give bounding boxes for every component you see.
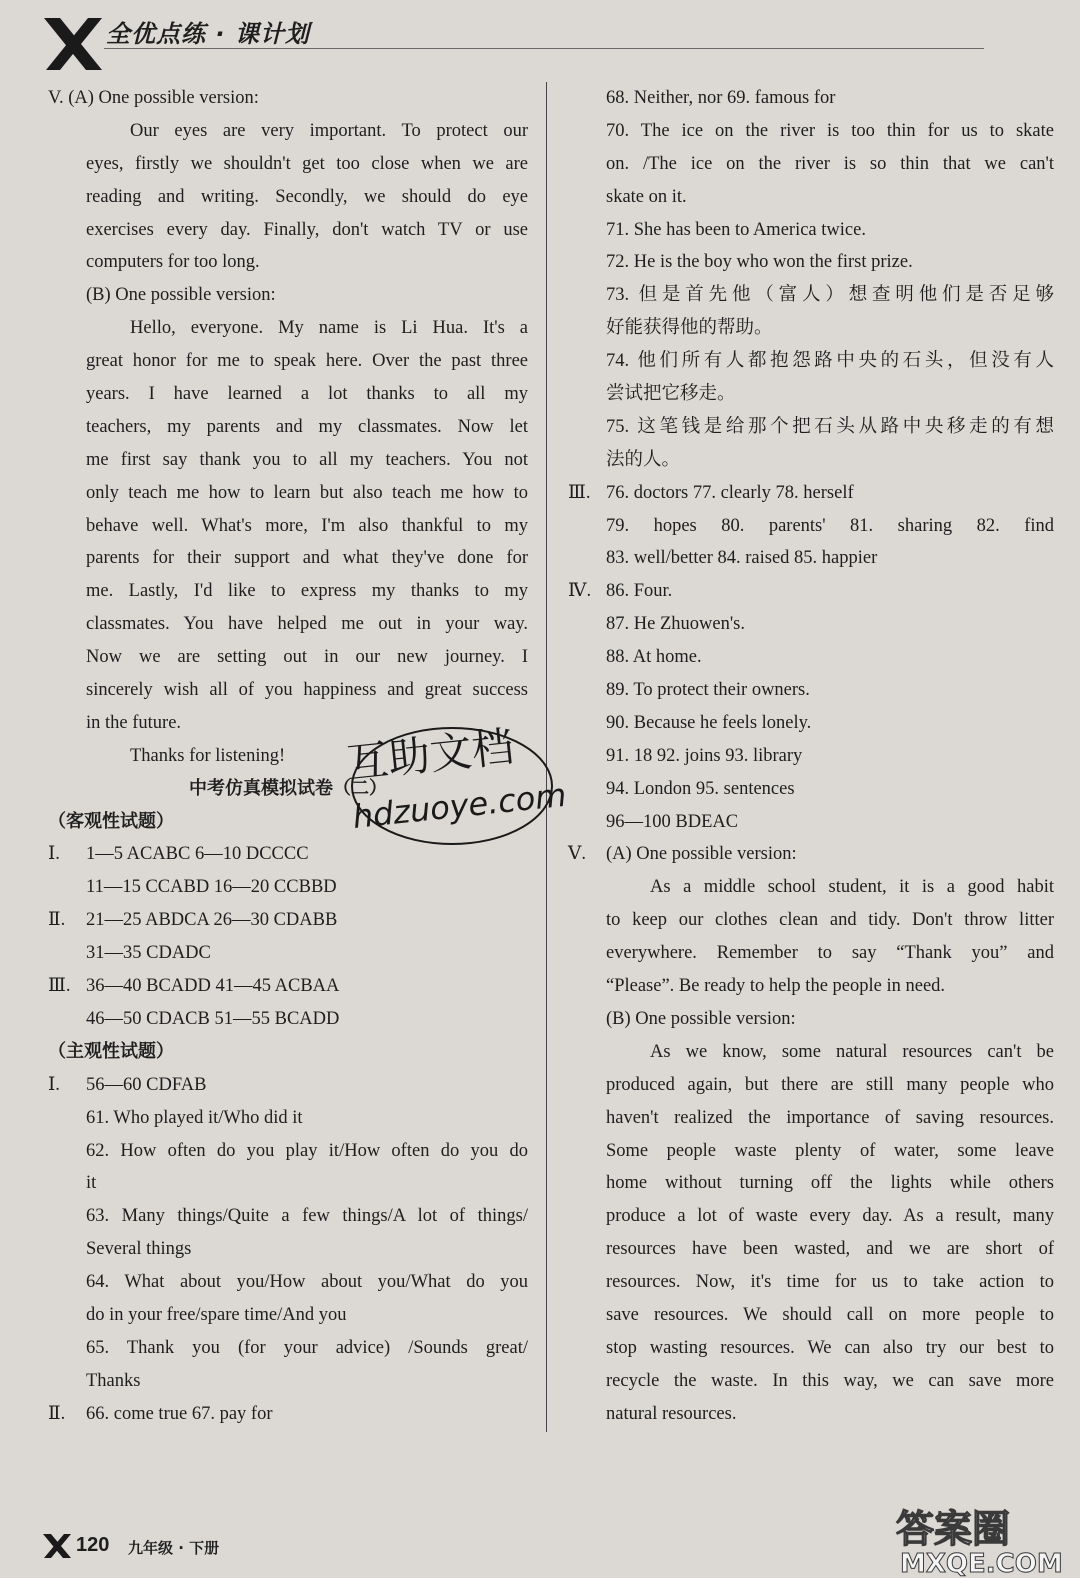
text-line: home without turning off the lights while others — [606, 1173, 1054, 1194]
header-rule — [104, 48, 984, 49]
text-line: sincerely wish all of you happiness and great success — [86, 680, 528, 701]
answer-line: 尝试把它移走。 — [606, 384, 736, 405]
text-line: computers for too long. — [86, 252, 260, 273]
text-line: As we know, some natural resources can't be — [650, 1041, 1054, 1062]
answer-line: do in your free/spare time/And you — [86, 1304, 347, 1325]
svg-text:答案圈: 答案圈 — [896, 1507, 1011, 1551]
answer-line: 法的人。 — [606, 449, 681, 470]
roman-numeral: Ⅲ. — [48, 976, 71, 997]
answer-line: 1—5 ACABC 6—10 DCCCC — [86, 844, 309, 865]
text-line: years. I have learned a lot thanks to all my — [86, 384, 528, 405]
svg-text:互助文档: 互助文档 — [343, 721, 517, 788]
text-line: reading and writing. Secondly, we should do eye — [86, 186, 528, 207]
text-line: only teach me how to learn but also teach me how to — [86, 482, 528, 503]
text-line: save resources. We should call on more people to — [606, 1304, 1054, 1325]
exam-title: 中考仿真模拟试卷（二） — [189, 777, 387, 799]
answer-line: 73. 但是首先他（富人）想查明他们是否足够 — [606, 285, 1054, 306]
text-line: As a middle school student, it is a good habit — [650, 877, 1054, 898]
text-line: everywhere. Remember to say “Thank you” and — [606, 943, 1054, 964]
answer-line: 83. well/better 84. raised 85. happier — [606, 548, 878, 569]
version-heading: (A) One possible version: — [606, 844, 797, 865]
roman-numeral: Ⅴ. — [568, 844, 586, 865]
answer-line: 88. At home. — [606, 647, 702, 668]
roman-numeral: Ⅰ. — [48, 844, 60, 865]
text-line: eyes, firstly we shouldn't get too close when we are — [86, 153, 528, 174]
text-line: me. Lastly, I'd like to express my thanks to my — [86, 581, 528, 602]
mxqe-watermark-icon — [890, 1500, 1080, 1578]
answer-line: 21—25 ABDCA 26—30 CDABB — [86, 910, 338, 931]
right-column — [568, 82, 1054, 1431]
text-line: me first say thank you to all my teachers. You not — [86, 449, 528, 470]
text-line: classmates. You have helped me out in your way. — [86, 614, 528, 635]
roman-numeral: Ⅱ. — [48, 1403, 66, 1424]
answer-line: 65. Thank you (for your advice) /Sounds great/ — [86, 1337, 528, 1358]
answer-line: Thanks — [86, 1370, 141, 1391]
answer-line: 63. Many things/Quite a few things/A lot of things/ — [86, 1206, 528, 1227]
brand-x-logo-icon — [42, 12, 104, 74]
answer-line: Several things — [86, 1239, 192, 1260]
svg-text:hdzuoye.com: hdzuoye.com — [350, 775, 569, 836]
answer-line: 好能获得他的帮助。 — [606, 318, 773, 339]
answer-line: 94. London 95. sentences — [606, 778, 795, 799]
text-line: produced again, but there are still many people who — [606, 1074, 1054, 1095]
answer-line: skate on it. — [606, 186, 687, 207]
section-subjective: （主观性试题） — [48, 1040, 174, 1062]
section-v-heading: V. (A) One possible version: — [48, 88, 259, 108]
answer-line: 89. To protect their owners. — [606, 680, 810, 701]
answer-line: 56—60 CDFAB — [86, 1074, 207, 1095]
answer-line: it — [86, 1173, 97, 1194]
text-line: stop wasting resources. We can also try our best to — [606, 1337, 1054, 1358]
handwritten-watermark-icon — [340, 720, 590, 850]
answer-line: 36—40 BCADD 41—45 ACBAA — [86, 976, 340, 997]
text-line: Some people waste plenty of water, some leave — [606, 1140, 1054, 1161]
text-line: in the future. — [86, 712, 182, 733]
version-heading: (B) One possible version: — [86, 285, 276, 306]
text-line: “Please”. Be ready to help the people in need. — [606, 976, 946, 997]
answer-line: 66. come true 67. pay for — [86, 1403, 273, 1424]
answer-line: 64. What about you/How about you/What do you — [86, 1272, 528, 1293]
header-title: 全优点练 · 课计划 — [106, 20, 310, 48]
text-line: great honor for me to speak here. Over the past three — [86, 351, 528, 372]
answer-line: 87. He Zhuowen's. — [606, 614, 745, 635]
page-number: 120 — [76, 1534, 110, 1556]
answer-line: 90. Because he feels lonely. — [606, 712, 812, 733]
text-line: teachers, my parents and my classmates. Now let — [86, 416, 528, 437]
answer-line: 72. He is the boy who won the first prize. — [606, 252, 913, 273]
grade-label: 九年级 · 下册 — [128, 1539, 220, 1557]
text-line: Now we are setting out in our new journey. I — [86, 647, 528, 668]
answer-line: 96—100 BDEAC — [606, 811, 739, 832]
text-line: resources. Now, it's time for us to take action to — [606, 1272, 1054, 1293]
answer-line: 74. 他们所有人都抱怨路中央的石头，但没有人 — [606, 351, 1054, 372]
text-line: recycle the waste. In this way, we can save more — [606, 1370, 1054, 1391]
answer-line: 76. doctors 77. clearly 78. herself — [606, 482, 854, 503]
roman-numeral: Ⅳ. — [568, 581, 592, 602]
text-line: natural resources. — [606, 1403, 737, 1424]
text-line: Thanks for listening! — [130, 745, 286, 766]
text-line: produce a lot of waste every day. As a result, many — [606, 1206, 1054, 1227]
answer-line: 68. Neither, nor 69. famous for — [606, 88, 836, 108]
text-line: behave well. What's more, I'm also thankful to my — [86, 515, 528, 536]
svg-text:MXQE.COM: MXQE.COM — [900, 1549, 1063, 1578]
version-heading: (B) One possible version: — [606, 1008, 796, 1029]
roman-numeral: Ⅰ. — [48, 1074, 60, 1095]
answer-line: 75. 这笔钱是给那个把石头从路中央移走的有想 — [606, 416, 1054, 437]
section-objective: （客观性试题） — [48, 810, 174, 832]
answer-line: 70. The ice on the river is too thin for us to skate — [606, 120, 1054, 141]
text-line: resources have been wasted, and we are short of — [606, 1239, 1054, 1260]
text-line: parents for their support and what they've done for — [86, 548, 528, 569]
text-line: to keep our clothes clean and tidy. Don't throw litter — [606, 910, 1054, 931]
text-line: Our eyes are very important. To protect our — [130, 120, 528, 141]
answer-line: 91. 18 92. joins 93. library — [606, 745, 803, 766]
answer-line: on. /The ice on the river is so thin that we can't — [606, 153, 1054, 174]
answer-line: 62. How often do you play it/How often do you do — [86, 1140, 528, 1161]
answer-line: 79. hopes 80. parents' 81. sharing 82. find — [606, 515, 1054, 536]
answer-line: 11—15 CCABD 16—20 CCBBD — [86, 877, 337, 898]
footer-x-logo-icon — [42, 1532, 72, 1560]
answer-line: 31—35 CDADC — [86, 943, 211, 964]
answer-line: 86. Four. — [606, 581, 673, 602]
roman-numeral: Ⅲ. — [568, 482, 591, 503]
text-line: exercises every day. Finally, don't watch TV or use — [86, 219, 528, 240]
answer-line: 71. She has been to America twice. — [606, 219, 866, 240]
text-line: haven't realized the importance of saving resources. — [606, 1107, 1054, 1128]
roman-numeral: Ⅱ. — [48, 910, 66, 931]
answer-line: 61. Who played it/Who did it — [86, 1107, 303, 1128]
answer-line: 46—50 CDACB 51—55 BCADD — [86, 1008, 340, 1029]
text-line: Hello, everyone. My name is Li Hua. It's a — [130, 318, 528, 339]
